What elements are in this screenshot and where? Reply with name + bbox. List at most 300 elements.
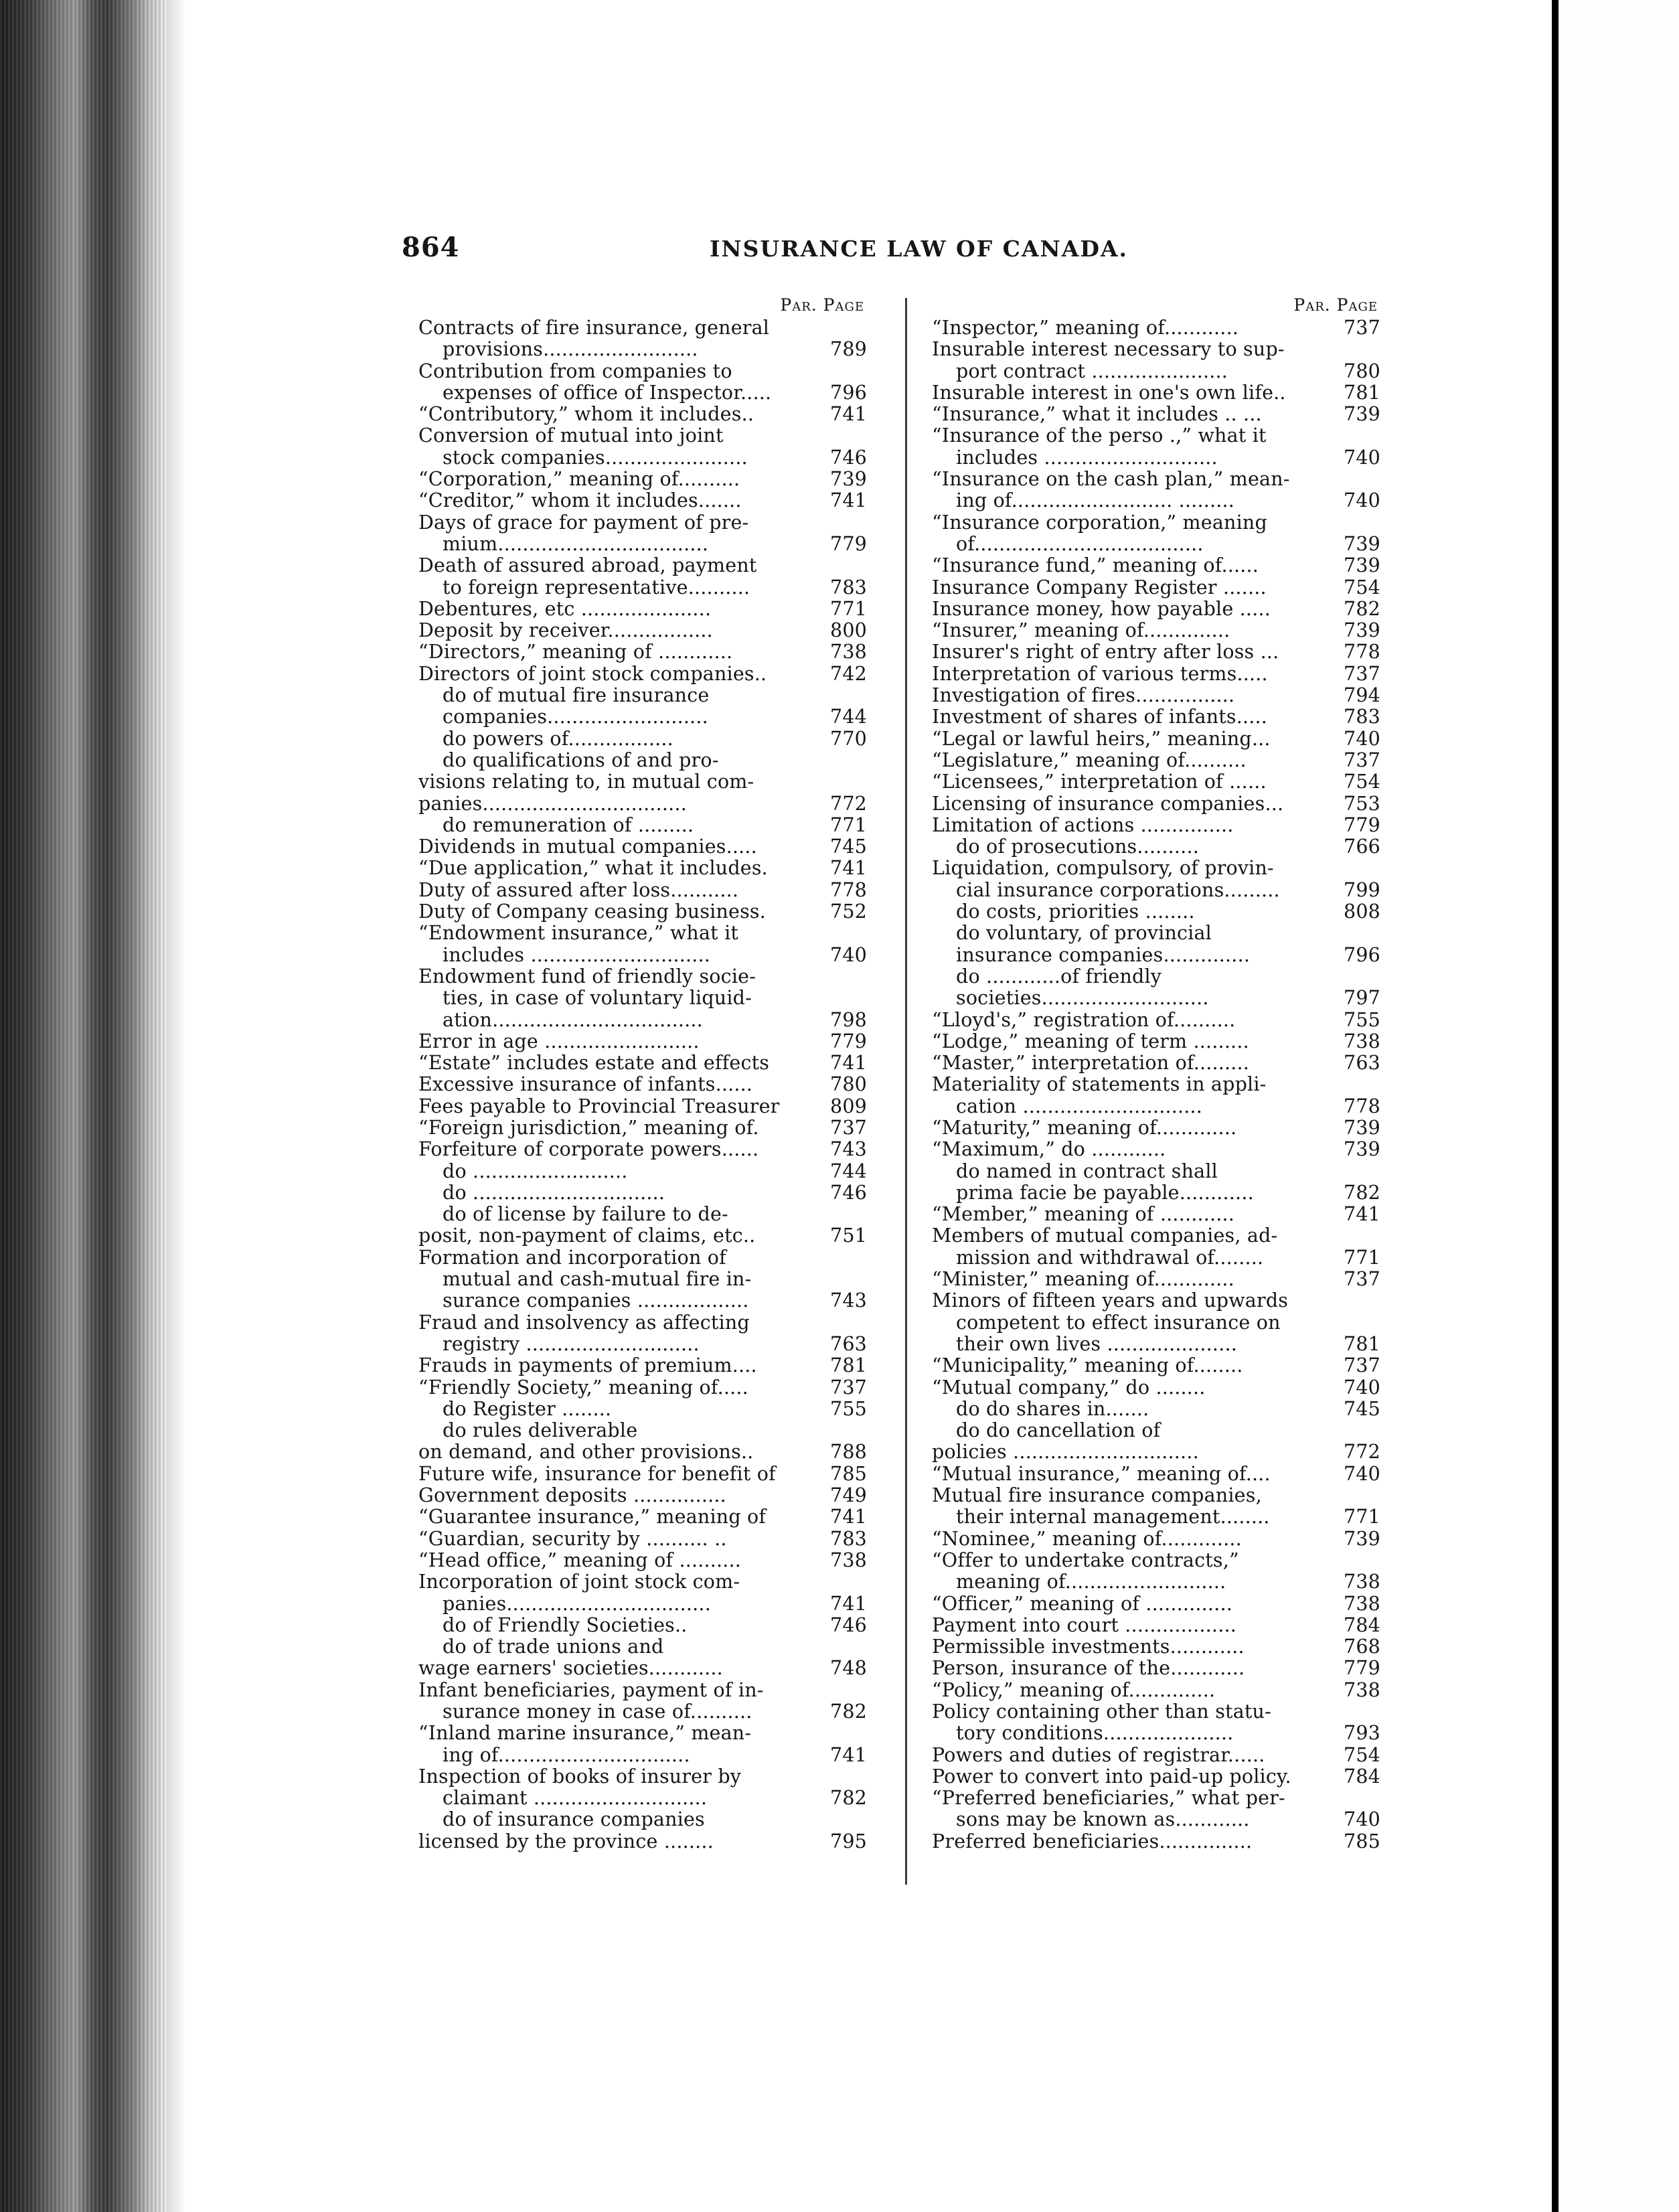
- entry-text: surance money in case of..........: [443, 1701, 752, 1723]
- entry-text: “Insurance fund,” meaning of......: [932, 555, 1259, 577]
- entry-text: “Minister,” meaning of.............: [932, 1269, 1234, 1291]
- index-entry: [418, 599, 867, 620]
- entry-page-number: 741: [830, 1592, 867, 1615]
- entry-page-number: 782: [1344, 1181, 1380, 1204]
- entry-text: do costs, priorities ........: [956, 901, 1195, 923]
- index-entry: [418, 1615, 867, 1636]
- entry-text: “Lodge,” meaning of term .........: [932, 1030, 1249, 1052]
- entry-text: registry ............................: [443, 1333, 700, 1355]
- entry-text: Duty of assured after loss...........: [418, 879, 739, 901]
- index-entry: [932, 599, 1380, 620]
- entry-text: Members of mutual companies, ad-: [932, 1225, 1278, 1247]
- index-entry: [418, 836, 867, 858]
- entry-text: do do cancellation of: [956, 1420, 1161, 1442]
- entry-page-number: 809: [830, 1095, 867, 1117]
- index-entry: [932, 1593, 1380, 1615]
- entry-text: Materiality of statements in appli-: [932, 1074, 1267, 1096]
- index-entry: [418, 1745, 867, 1766]
- index-entry: [932, 620, 1380, 641]
- entry-page-number: 754: [1344, 576, 1380, 599]
- entry-page-number: 738: [1344, 1571, 1380, 1593]
- entry-text: prima facie be payable............: [956, 1182, 1254, 1204]
- entry-text: Payment into court ..................: [932, 1614, 1236, 1636]
- index-entry: [932, 1528, 1380, 1550]
- entry-page-number: 741: [830, 1743, 867, 1766]
- entry-text: their internal management........: [956, 1506, 1270, 1528]
- index-entry: [932, 1182, 1380, 1204]
- index-entry: [932, 404, 1380, 425]
- entry-text: Mutual fire insurance companies,: [932, 1485, 1262, 1507]
- entry-page-number: 737: [1344, 317, 1380, 339]
- index-entry: [932, 728, 1380, 750]
- index-entry: [932, 1464, 1380, 1485]
- entry-text: port contract ......................: [956, 360, 1228, 382]
- index-entry: [932, 901, 1380, 923]
- index-entry: [418, 425, 867, 447]
- index-entry: [932, 317, 1380, 339]
- column-heading: Par. Page: [780, 295, 864, 315]
- entry-text: Insurance Company Register .......: [932, 576, 1267, 599]
- entry-page-number: 779: [1344, 813, 1380, 836]
- entry-text: “Insurance corporation,” meaning: [932, 511, 1267, 534]
- entry-text: Days of grace for payment of pre-: [418, 511, 749, 534]
- entry-page-number: 739: [1344, 554, 1380, 577]
- entry-page-number: 782: [1344, 597, 1380, 620]
- entry-page-number: 795: [830, 1830, 867, 1852]
- entry-page-number: 771: [830, 813, 867, 836]
- entry-text: do of insurance companies: [443, 1809, 705, 1831]
- entry-page-number: 738: [1344, 1678, 1380, 1701]
- entry-text: “Mutual insurance,” meaning of....: [932, 1463, 1271, 1485]
- entry-page-number: 778: [1344, 641, 1380, 663]
- entry-text: Excessive insurance of infants......: [418, 1074, 753, 1096]
- index-entry: [418, 1766, 867, 1788]
- entry-text: sons may be known as............: [956, 1809, 1250, 1831]
- page-header: [402, 232, 1379, 272]
- entry-text: do of license by failure to de-: [443, 1204, 728, 1226]
- entry-text: do ...............................: [443, 1182, 665, 1204]
- entry-page-number: 746: [830, 446, 867, 469]
- index-entry: [418, 339, 867, 360]
- entry-page-number: 737: [1344, 662, 1380, 685]
- entry-text: Preferred beneficiaries...............: [932, 1830, 1253, 1852]
- entry-page-number: 780: [1344, 360, 1380, 382]
- entry-page-number: 739: [1344, 532, 1380, 555]
- index-entry: [932, 1074, 1380, 1095]
- entry-page-number: 739: [830, 468, 867, 491]
- entry-text: “Maturity,” meaning of.............: [932, 1117, 1237, 1139]
- index-entry: [932, 858, 1380, 879]
- entry-page-number: 740: [1344, 446, 1380, 469]
- index-entry: [932, 1204, 1380, 1225]
- entry-text: Endowment fund of friendly socie-: [418, 965, 756, 988]
- entry-page-number: 737: [1344, 1268, 1380, 1291]
- entry-text: Frauds in payments of premium....: [418, 1355, 757, 1377]
- entry-page-number: 740: [1344, 727, 1380, 750]
- entry-text: do powers of.................: [443, 728, 673, 750]
- entry-text: “Head office,” meaning of ..........: [418, 1549, 742, 1571]
- entry-text: meaning of..........................: [956, 1571, 1226, 1593]
- entry-page-number: 745: [830, 836, 867, 858]
- entry-page-number: 768: [1344, 1636, 1380, 1658]
- entry-text: Policy containing other than statu-: [932, 1701, 1271, 1723]
- index-entry: [932, 1225, 1380, 1247]
- entry-text: do of prosecutions..........: [956, 836, 1199, 858]
- entry-page-number: 739: [1344, 403, 1380, 426]
- entry-page-number: 793: [1344, 1722, 1380, 1745]
- entry-page-number: 737: [830, 1116, 867, 1139]
- index-entry: [932, 1161, 1380, 1182]
- index-entry: [418, 1420, 867, 1441]
- entry-text: ing of.......................... .........: [956, 490, 1234, 512]
- entry-page-number: 739: [1344, 619, 1380, 642]
- entry-text: ties, in case of voluntary liquid-: [443, 988, 752, 1010]
- entry-text: Permissible investments............: [932, 1636, 1245, 1658]
- index-entry: [418, 1031, 867, 1052]
- entry-page-number: 796: [830, 381, 867, 404]
- column-heading: Par. Page: [1293, 295, 1378, 315]
- entry-text: Conversion of mutual into joint: [418, 425, 724, 447]
- index-entry: [932, 490, 1380, 511]
- entry-page-number: 780: [830, 1073, 867, 1096]
- index-entry: [932, 1723, 1380, 1744]
- index-entry: [932, 1334, 1380, 1355]
- entry-page-number: 779: [1344, 1657, 1380, 1680]
- entry-text: “Member,” meaning of ............: [932, 1204, 1235, 1226]
- entry-page-number: 779: [830, 532, 867, 555]
- entry-page-number: 784: [1344, 1765, 1380, 1788]
- index-entry: [418, 469, 867, 490]
- entry-text: wage earners' societies............: [418, 1658, 723, 1680]
- index-entry: [418, 620, 867, 641]
- index-entry: [932, 1550, 1380, 1571]
- entry-text: panies.................................: [443, 1593, 711, 1615]
- entry-text: Future wife, insurance for benefit of: [418, 1463, 776, 1485]
- entry-page-number: 741: [830, 403, 867, 426]
- entry-text: Government deposits ...............: [418, 1485, 726, 1507]
- index-entry: [932, 663, 1380, 685]
- entry-page-number: 763: [830, 1332, 867, 1355]
- entry-page-number: 754: [1344, 1743, 1380, 1766]
- entry-text: “Municipality,” meaning of........: [932, 1355, 1243, 1377]
- entry-page-number: 799: [1344, 878, 1380, 901]
- entry-page-number: 744: [830, 1160, 867, 1182]
- entry-page-number: 737: [1344, 748, 1380, 771]
- entry-text: Investment of shares of infants.....: [932, 706, 1268, 728]
- entry-page-number: 741: [830, 857, 867, 880]
- index-entry: [418, 447, 867, 469]
- entry-page-number: 749: [830, 1484, 867, 1507]
- index-entry: [932, 1766, 1380, 1788]
- index-entry: [418, 1809, 867, 1830]
- index-entry: [418, 771, 867, 793]
- index-entry: [932, 1745, 1380, 1766]
- entry-text: “Endowment insurance,” what it: [418, 923, 739, 945]
- entry-page-number: 778: [1344, 1095, 1380, 1117]
- index-entry: [418, 1290, 867, 1312]
- index-entry: [418, 966, 867, 988]
- entry-text: “Contributory,” whom it includes..: [418, 404, 754, 426]
- entry-page-number: 744: [830, 706, 867, 728]
- entry-text: Interpretation of various terms.....: [932, 663, 1268, 685]
- entry-text: Incorporation of joint stock com-: [418, 1571, 740, 1593]
- page-number: 864: [402, 232, 460, 263]
- entry-page-number: 739: [1344, 1527, 1380, 1550]
- entry-text: “Guardian, security by .......... ..: [418, 1528, 727, 1550]
- entry-text: “Lloyd's,” registration of..........: [932, 1009, 1236, 1031]
- entry-text: Insurance money, how payable .....: [932, 598, 1271, 620]
- index-entry: [418, 1225, 867, 1247]
- entry-page-number: 783: [830, 1527, 867, 1550]
- index-entry: [418, 1334, 867, 1355]
- entry-text: insurance companies..............: [956, 944, 1251, 966]
- index-entry: [418, 641, 867, 663]
- index-entry: [418, 1182, 867, 1204]
- entry-text: “Inland marine insurance,” mean-: [418, 1723, 752, 1745]
- entry-page-number: 785: [1344, 1830, 1380, 1852]
- entry-text: includes .............................: [443, 944, 711, 966]
- entry-page-number: 745: [1344, 1397, 1380, 1420]
- index-entry: [932, 1031, 1380, 1052]
- entry-page-number: 781: [1344, 381, 1380, 404]
- index-entry: [932, 641, 1380, 663]
- index-entry: [418, 1441, 867, 1463]
- entry-text: “Due application,” what it includes.: [418, 858, 768, 880]
- entry-text: Infant beneficiaries, payment of in-: [418, 1679, 764, 1701]
- index-entry: [418, 1636, 867, 1658]
- entry-text: do ............of friendly: [956, 965, 1162, 988]
- index-entry: [932, 1355, 1380, 1376]
- index-entry: [418, 1528, 867, 1550]
- entry-page-number: 743: [830, 1138, 867, 1161]
- index-entry: [932, 1615, 1380, 1636]
- index-entry: [418, 382, 867, 404]
- index-entry: [932, 923, 1380, 944]
- entry-text: Fees payable to Provincial Treasurer: [418, 1095, 780, 1117]
- index-entry: [932, 1269, 1380, 1290]
- entry-page-number: 741: [1344, 1203, 1380, 1226]
- entry-text: “Creditor,” whom it includes.......: [418, 490, 742, 512]
- index-entry: [932, 988, 1380, 1009]
- index-entry: [418, 1010, 867, 1031]
- entry-text: “Insurance of the perso .,” what it: [932, 425, 1267, 447]
- entry-text: “Legal or lawful heirs,” meaning...: [932, 728, 1271, 750]
- entry-page-number: 738: [1344, 1592, 1380, 1615]
- entry-text: of.....................................: [956, 533, 1204, 555]
- index-entry: [932, 750, 1380, 771]
- index-entry: [932, 1117, 1380, 1139]
- index-entry: [418, 512, 867, 534]
- index-entry: [418, 1680, 867, 1701]
- entry-text: societies...........................: [956, 988, 1209, 1010]
- index-entry: [418, 555, 867, 576]
- index-entry: [418, 1161, 867, 1182]
- entry-page-number: 796: [1344, 943, 1380, 966]
- entry-page-number: 743: [830, 1289, 867, 1312]
- entry-page-number: 738: [1344, 1030, 1380, 1052]
- index-entry: [932, 534, 1380, 555]
- entry-page-number: 754: [1344, 771, 1380, 793]
- index-entry: [418, 858, 867, 879]
- entry-text: do of Friendly Societies..: [443, 1614, 688, 1636]
- entry-text: visions relating to, in mutual com-: [418, 771, 754, 793]
- entry-text: companies..........................: [443, 706, 708, 728]
- index-entry: [418, 1117, 867, 1139]
- entry-page-number: 770: [830, 727, 867, 750]
- index-entry: [932, 339, 1380, 360]
- index-entry: [932, 512, 1380, 534]
- entry-text: “Mutual company,” do ........: [932, 1376, 1206, 1399]
- index-entry: [418, 490, 867, 511]
- index-entry: [932, 577, 1380, 599]
- entry-text: ation..................................: [443, 1009, 703, 1031]
- entry-text: Investigation of fires................: [932, 685, 1235, 707]
- entry-text: on demand, and other provisions..: [418, 1441, 754, 1464]
- entry-text: their own lives .....................: [956, 1333, 1237, 1355]
- entry-page-number: 751: [830, 1224, 867, 1247]
- entry-text: “Insurance,” what it includes .. ...: [932, 404, 1262, 426]
- entry-text: Debentures, etc .....................: [418, 598, 712, 620]
- entry-page-number: 741: [830, 1052, 867, 1075]
- entry-text: do rules deliverable: [443, 1420, 638, 1442]
- index-entry: [932, 469, 1380, 490]
- entry-text: stock companies.......................: [443, 447, 748, 469]
- entry-text: Contracts of fire insurance, general: [418, 317, 770, 339]
- index-entry: [932, 1701, 1380, 1723]
- entry-page-number: 797: [1344, 987, 1380, 1010]
- entry-text: “Insurer,” meaning of..............: [932, 620, 1230, 642]
- entry-page-number: 771: [1344, 1246, 1380, 1269]
- index-entry: [418, 1593, 867, 1615]
- index-entry: [932, 1809, 1380, 1830]
- entry-page-number: 783: [1344, 706, 1380, 728]
- index-entry: [932, 1680, 1380, 1701]
- entry-text: “Foreign jurisdiction,” meaning of.: [418, 1117, 759, 1139]
- gutter-shadow: [167, 0, 186, 2212]
- index-entry: [932, 1377, 1380, 1399]
- index-entry: [932, 836, 1380, 858]
- entry-text: Insurable interest necessary to sup-: [932, 339, 1285, 361]
- entry-page-number: 766: [1344, 836, 1380, 858]
- entry-page-number: 783: [830, 576, 867, 599]
- index-entry: [418, 1550, 867, 1571]
- entry-text: includes ............................: [956, 447, 1218, 469]
- entry-text: Power to convert into paid-up policy.: [932, 1765, 1291, 1788]
- index-entry: [932, 793, 1380, 815]
- index-entry: [932, 1052, 1380, 1074]
- entry-page-number: 742: [830, 662, 867, 685]
- entry-text: “Nominee,” meaning of.............: [932, 1528, 1242, 1550]
- entry-text: competent to effect insurance on: [956, 1312, 1281, 1334]
- entry-text: “Friendly Society,” meaning of.....: [418, 1376, 748, 1399]
- index-entry: [932, 1247, 1380, 1269]
- entry-text: “Licensees,” interpretation of ......: [932, 771, 1267, 793]
- entry-text: “Policy,” meaning of..............: [932, 1679, 1216, 1701]
- entry-text: Error in age .........................: [418, 1030, 700, 1052]
- index-entry: [418, 901, 867, 923]
- index-entry: [418, 1788, 867, 1809]
- entry-text: Fraud and insolvency as affecting: [418, 1312, 750, 1334]
- entry-text: Formation and incorporation of: [418, 1247, 726, 1269]
- entry-text: tory conditions.....................: [956, 1723, 1234, 1745]
- index-entry: [418, 404, 867, 425]
- index-entry: [418, 1723, 867, 1744]
- entry-text: panies.................................: [418, 793, 687, 815]
- entry-text: do voluntary, of provincial: [956, 923, 1212, 945]
- index-entry: [418, 1831, 867, 1852]
- index-entry: [418, 1139, 867, 1160]
- index-entry: [932, 1831, 1380, 1852]
- entry-page-number: 738: [830, 1549, 867, 1571]
- index-entry: [932, 1312, 1380, 1334]
- entry-page-number: 782: [830, 1701, 867, 1723]
- entry-page-number: 794: [1344, 684, 1380, 707]
- index-entry: [932, 706, 1380, 728]
- entry-text: mission and withdrawal of........: [956, 1247, 1264, 1269]
- index-entry: [418, 945, 867, 966]
- entry-text: cation .............................: [956, 1095, 1203, 1117]
- index-entry: [418, 1355, 867, 1376]
- index-entry: [418, 1506, 867, 1528]
- index-entry: [418, 1312, 867, 1334]
- index-entries: [418, 317, 867, 1852]
- index-entry: [418, 685, 867, 706]
- book-page-edges: [0, 0, 167, 2212]
- entry-text: do remuneration of .........: [443, 814, 694, 836]
- index-entry: [418, 880, 867, 901]
- entry-text: Person, insurance of the............: [932, 1658, 1245, 1680]
- entry-page-number: 771: [830, 597, 867, 620]
- entry-text: surance companies ..................: [443, 1290, 749, 1312]
- entry-page-number: 800: [830, 619, 867, 642]
- index-entry: [418, 1571, 867, 1593]
- entry-text: Duty of Company ceasing business.: [418, 901, 767, 923]
- entry-page-number: 737: [1344, 1354, 1380, 1377]
- entry-text: Liquidation, compulsory, of provin-: [932, 858, 1274, 880]
- index-entry: [932, 1420, 1380, 1441]
- index-entry: [418, 1074, 867, 1095]
- index-entry: [932, 555, 1380, 576]
- entry-text: Contribution from companies to: [418, 360, 732, 382]
- entry-text: “Directors,” meaning of ............: [418, 641, 733, 663]
- entry-text: “Legislature,” meaning of..........: [932, 749, 1247, 771]
- entry-text: policies ..............................: [932, 1441, 1199, 1464]
- entry-text: claimant ............................: [443, 1788, 708, 1810]
- entry-page-number: 746: [830, 1613, 867, 1636]
- index-entry: [418, 706, 867, 728]
- entry-text: Minors of fifteen years and upwards: [932, 1290, 1289, 1312]
- entry-text: do qualifications of and pro-: [443, 749, 719, 771]
- index-entry: [932, 880, 1380, 901]
- index-entry: [932, 1290, 1380, 1312]
- entry-page-number: 739: [1344, 1116, 1380, 1139]
- entry-page-number: 748: [830, 1657, 867, 1680]
- entry-page-number: 789: [830, 338, 867, 361]
- entry-page-number: 788: [830, 1441, 867, 1464]
- entry-page-number: 740: [830, 943, 867, 966]
- index-entry: [932, 1441, 1380, 1463]
- index-entry: [418, 988, 867, 1009]
- index-entry: [418, 1096, 867, 1117]
- entry-text: “Inspector,” meaning of............: [932, 317, 1239, 339]
- entry-page-number: 808: [1344, 900, 1380, 923]
- entry-page-number: 740: [1344, 1808, 1380, 1831]
- entry-text: do do shares in.......: [956, 1398, 1149, 1420]
- entry-page-number: 771: [1344, 1506, 1380, 1528]
- index-entry: [418, 1658, 867, 1679]
- entry-text: do of mutual fire insurance: [443, 685, 710, 707]
- entry-text: “Maximum,” do ............: [932, 1139, 1166, 1161]
